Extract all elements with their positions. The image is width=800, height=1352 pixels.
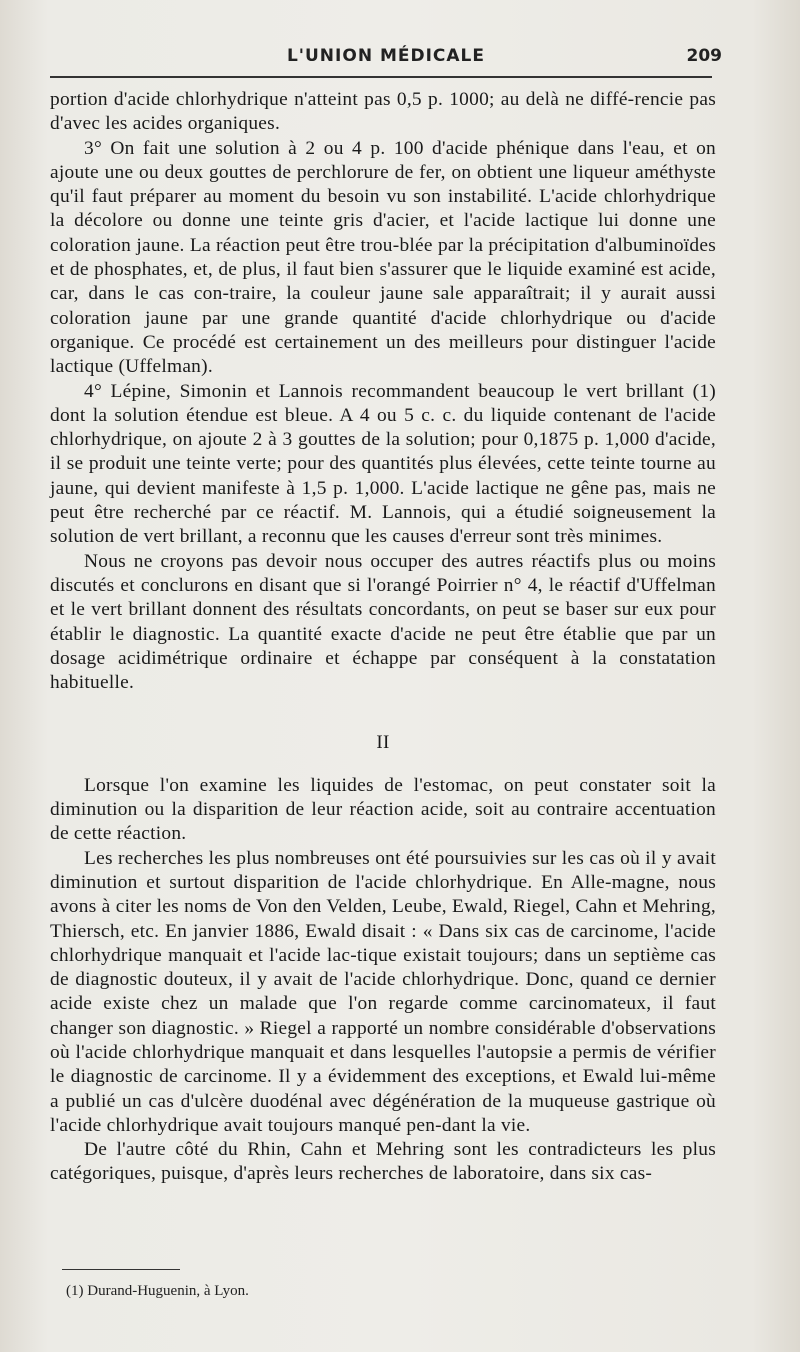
paragraph: Lorsque l'on examine les liquides de l'estomac, on peut constater soit la diminution ou la disparition de leur réaction acide, soit au contraire accentuation de cette réaction. [50,774,716,845]
body-text [50,88,716,1187]
footnote-rule [62,1269,180,1270]
paragraph: 3° On fait une solution à 2 ou 4 p. 100 d'acide phénique dans l'eau, et on ajoute une ou deux gouttes de perchlorure de fer, on obtient une liqueur améthyste qu'il faut préparer au moment du besoin vu son instabilité. L'acide chlorhydrique la décolore ou donne une teinte gris d'acier, et l'acide lactique lui donne une coloration jaune. La réaction peut être trou-blée par la précipitation d'albuminoïdes et de phosphates, et, de plus, il faut bien s'assurer que le liquide examiné est acide, car, dans le cas con-traire, la couleur jaune sale apparaîtrait; il y aurait aussi coloration jaune par une grande quantité d'acide chlorhydrique ou d'acide organique. Ce procédé est certainement un des meilleurs pour distinguer l'acide lactique (Uffelman). [50,137,716,378]
paragraph: Les recherches les plus nombreuses ont été poursuivies sur les cas où il y avait diminution et surtout disparition de l'acide chlorhydrique. En Alle-magne, nous avons à citer les noms de Von den Velden, Leube, Ewald, Riegel, Cahn et Mehring, Thiersch, etc. En janvier 1886, Ewald disait : « Dans six cas de carcinome, l'acide chlorhydrique manquait et l'acide lac-tique existait toujours; dans un septième cas de diagnostic douteux, il y avait de l'acide chlorhydrique. Donc, quand ce dernier acide existe chez un malade que l'on regarde comme carcinomateux, il faut changer son diagnostic. » Riegel a rapporté un nombre considérable d'observations où l'acide chlorhydrique manquait et dans lesquelles l'autopsie a permis de vérifier le diagnostic de carcinome. Il y a évidemment des exceptions, et Ewald lui-même a publié un cas d'ulcère duodénal avec dégénération de la muqueuse gastrique où l'acide chlorhydrique avait toujours manqué pen-dant la vie. [50,847,716,1136]
paragraph: 4° Lépine, Simonin et Lannois recommandent beaucoup le vert brillant (1) dont la solution étendue est bleue. A 4 ou 5 c. c. du liquide contenant de l'acide chlorhydrique, on ajoute 2 à 3 gouttes de la solution; pour 0,1875 p. 1,000 d'acide, il se produit une teinte verte; pour des quantités plus élevées, cette teinte tourne au jaune, qui devient manifeste à 1,5 p. 1,000. L'acide lactique ne gêne pas, mais ne peut être recherché par ce réactif. M. Lannois, qui a étudié soigneusement la solution de vert brillant, a reconnu que les causes d'erreur sont très minimes. [50,380,716,548]
running-title: L'UNION MÉDICALE [286,46,486,66]
paragraph: Nous ne croyons pas devoir nous occuper des autres réactifs plus ou moins discutés et conclurons en disant que si l'orangé Poirrier n° 4, le réactif d'Uffelman et le vert brillant donnent des résultats concordants, on peut se baser sur eux pour établir le diagnostic. La quantité exacte d'acide ne peut être établie que par un dosage acidimétrique ordinaire et échappe par conséquent à la constatation habituelle. [50,550,716,694]
footnote: (1) Durand-Huguenin, à Lyon. [66,1283,249,1299]
paragraph: portion d'acide chlorhydrique n'atteint pas 0,5 p. 1000; au delà ne diffé-rencie pas d'avec les acides organiques. [50,89,716,135]
section-number: II [376,732,390,754]
header-rule [50,76,712,78]
paragraph: De l'autre côté du Rhin, Cahn et Mehring sont les contradicteurs les plus catégoriques, puisque, d'après leurs recherches de laboratoire, dans six cas- [50,1139,716,1185]
page-number: 209 [686,46,722,66]
page-header [50,46,722,70]
